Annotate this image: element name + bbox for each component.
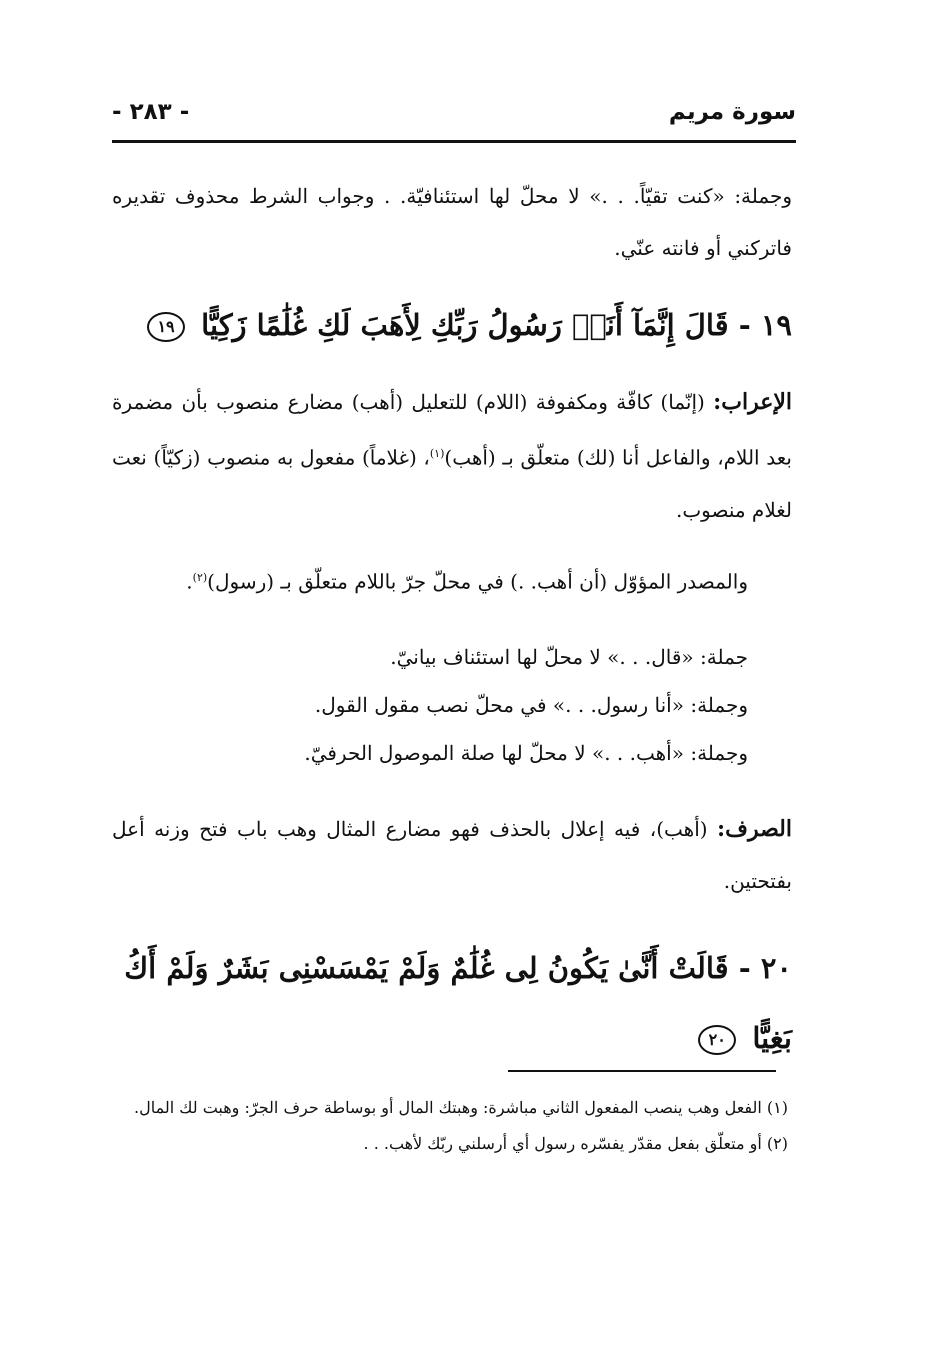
verse-20: [112, 933, 792, 1073]
intro-line-2: تقديره فاتركني أو فانته عنّي.: [112, 184, 792, 260]
footnote-ref-2: (٢): [192, 570, 208, 584]
ayah-19-marker: ١٩: [147, 312, 185, 342]
spacer: [112, 777, 792, 803]
masdar-end: .: [186, 569, 193, 594]
verse-20-text: قَالَتْ أَنَّىٰ يَكُونُ لِى غُلَٰمٌ وَلَمْ يَمْسَسْنِى بَشَرٌ وَلَمْ أَكُ بَغِيًّا: [124, 951, 792, 1056]
header-rule: [112, 140, 796, 143]
verse-19-text: قَالَ إِنَّمَآ أَنَا۠ رَسُولُ رَبِّكِ لِأَهَبَ لَكِ غُلَٰمًا زَكِيًّا: [201, 308, 729, 342]
masdar-text: والمصدر المؤوّل (أن أهب. .) في محلّ جرّ باللام متعلّق بـ (رسول): [207, 569, 748, 594]
footnotes: [112, 1090, 788, 1162]
sarf-text: (أهب)، فيه إعلال بالحذف فهو مضارع المثال وهب باب فتح وزنه أعل بفتحتين.: [112, 817, 792, 894]
jumla-2: وجملة: «أنا رسول. . .» في محلّ نصب مقول القول.: [314, 693, 748, 718]
jumla-3: وجملة: «أهب. . .» لا محلّ لها صلة الموصول الحرفيّ.: [304, 741, 748, 766]
spacer: [112, 907, 792, 933]
sarf-label: الصرف:: [717, 816, 792, 843]
verse-20-number: ٢٠ -: [738, 951, 792, 986]
masdar-paragraph: [112, 552, 792, 608]
spacer: [112, 607, 792, 633]
footnote-separator: [508, 1070, 776, 1072]
footnote-2: (٢) أو متعلّق بفعل مقدّر يفسّره رسول أي أرسلني ربّك لأهب. . .: [363, 1134, 788, 1153]
irab-19-text-after: ، (غلاماً) مفعول به منصوب (زكيّاً) نعت لغلام منصوب.: [112, 445, 792, 522]
intro-line-1: وجملة: «كنت تقيّاً. . .» لا محلّ لها استئنافيّة. . وجواب الشرط محذوف: [174, 184, 792, 208]
page-header: [112, 92, 796, 132]
intro-paragraph: [112, 170, 792, 274]
jumla-1: جملة: «قال. . .» لا محلّ لها استئناف بيانيّ.: [390, 645, 748, 670]
verse-19-number: ١٩ -: [738, 308, 792, 342]
page-number: - ٢٨٣ -: [112, 99, 190, 125]
footnote-ref-1: (١): [429, 447, 445, 460]
sura-title: سورة مريم: [668, 99, 796, 125]
irab-label: الإعراب:: [713, 389, 792, 415]
footnote-1: (١) الفعل وهب ينصب المفعول الثاني مباشرة: وهبتك المال أو بوساطة حرف الجرّ: وهبت لك المال.: [134, 1098, 788, 1117]
page-body: [112, 170, 792, 1073]
irab-19-text: (إنّما) كافّة ومكفوفة (اللام) للتعليل (أهب) مضارع منصوب بأن مضمرة بعد اللام، والفاعل أنا (لك) متعلّق بـ (أهب): [112, 390, 792, 470]
ayah-20-marker: ٢٠: [698, 1025, 736, 1055]
verse-19: [112, 290, 792, 360]
sarf-paragraph: [112, 803, 792, 907]
spacer: [112, 274, 792, 290]
spacer: [112, 360, 792, 376]
spacer: [112, 536, 792, 552]
irab-19-paragraph: [112, 376, 792, 536]
